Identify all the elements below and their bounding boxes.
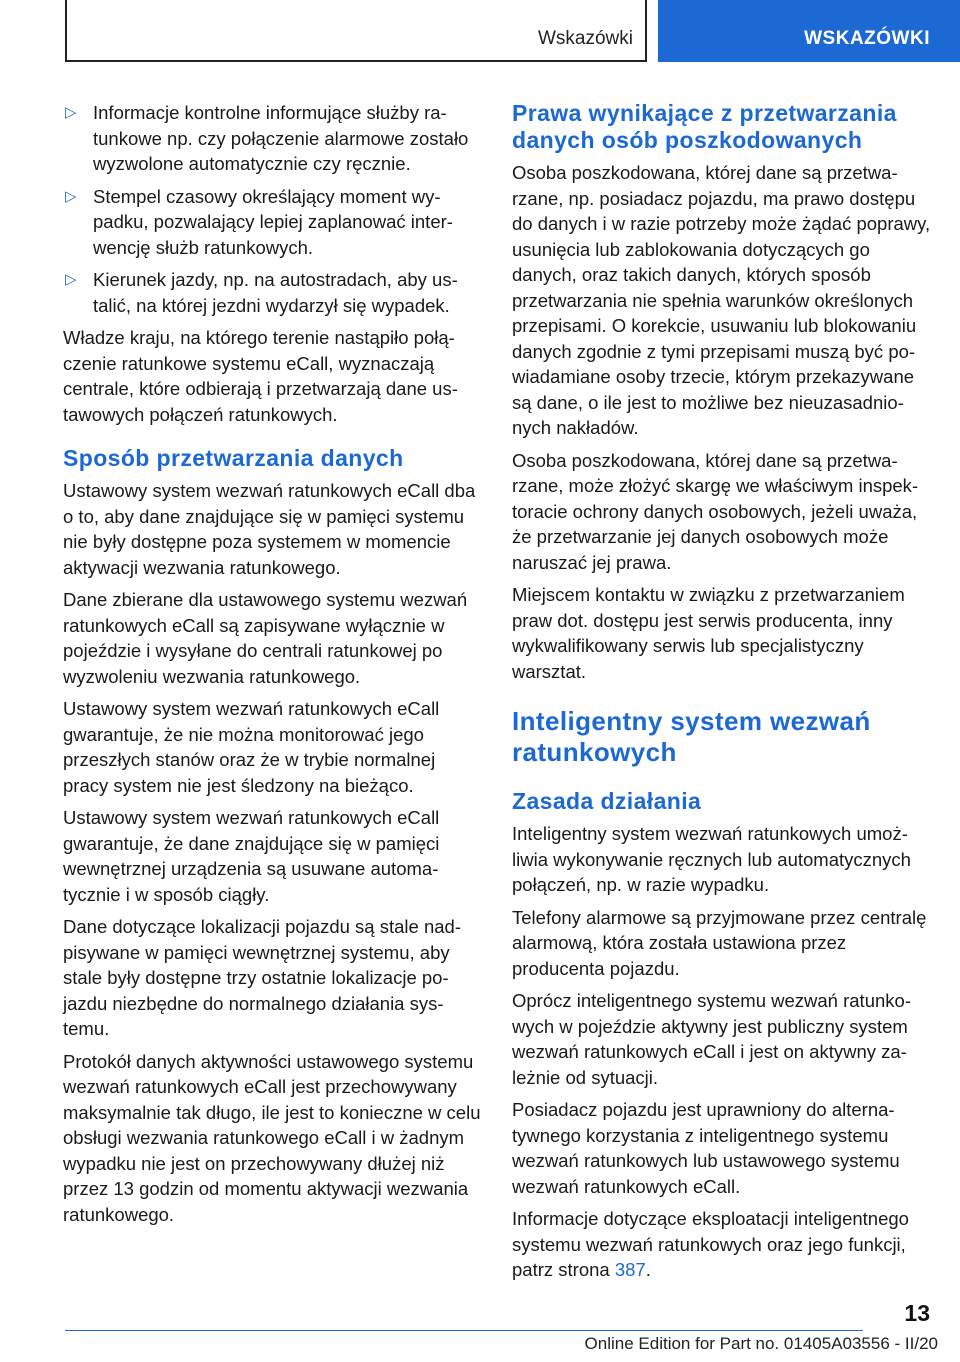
header-chapter-label: WSKAZÓWKI — [804, 28, 930, 49]
paragraph-text: Informacje dotyczące eksploatacji inteligentnego systemu wezwań ratunkowych oraz jego funkcji, patrz strona — [512, 1208, 909, 1280]
paragraph: Ustawowy system wezwań ratunkowych eCall gwarantuje, że nie można monitorować jego przeszłych stanów oraz że w trybie normalnej pracy system nie jest śledzony na bieżąco. — [63, 698, 440, 796]
page-reference-link[interactable]: 387 — [614, 1259, 646, 1280]
triangle-bullet-icon: ▷ — [65, 187, 77, 205]
footer-divider — [65, 1330, 863, 1331]
right-column — [512, 100, 932, 1290]
paragraph: Protokół danych aktywności ustawowego systemu wezwań ratunkowych eCall jest przechowywany maksymalnie tak długo, ile jest to konieczne w celu obsługi wezwania ratunkowego eCall i w żadnym wypadku nie jest on przechowywany dłużej niż przez 13 godzin od momentu aktywacji wezwania ratunkowego. — [63, 1050, 481, 1225]
list-item — [63, 267, 483, 318]
page-number: 13 — [904, 1300, 930, 1326]
header-chapter-tab — [658, 0, 960, 62]
paragraph: Dane dotyczące lokalizacji pojazdu są stale nadpisywane w pamięci wewnętrznej systemu, aby stale były dostępne trzy ostatnie lokalizacje pojazdu niezbędne do normalnego działania systemu. — [63, 916, 461, 1039]
footer-edition: Online Edition for Part no. 01405A03556 - II/20 — [584, 1334, 938, 1353]
paragraph: Władze kraju, na którego terenie nastąpiło połączenie ratunkowe systemu eCall, wyznaczają centrale, które odbierają i przetwarzają dane ustawowych połączeń ratunkowych. — [63, 327, 458, 425]
chapter-heading-intelligent-ecall: Inteligentny system wezwań ratunkowych — [512, 706, 871, 767]
list-item-text: Stempel czasowy określający moment wypadku, pozwalający lepiej zaplanować interwencję służb ratunkowych. — [93, 185, 453, 258]
paragraph: Posiadacz pojazdu jest uprawniony do alternatywnego korzystania z inteligentnego systemu wezwań ratunkowych lub ustawowego systemu wezwań ratunkowych eCall. — [512, 1099, 900, 1197]
list-item-text: Informacje kontrolne informujące służby ratunkowe np. czy połączenie alarmowe zostało wyzwolone automatycznie czy ręcznie. — [93, 102, 469, 174]
triangle-bullet-icon: ▷ — [65, 271, 77, 288]
list-item — [63, 100, 483, 177]
paragraph-end: . — [645, 1259, 651, 1280]
paragraph: Osoba poszkodowana, której dane są przetwarzane, może złożyć skargę we właściwym inspektoracie ochrony danych osobowych, jeżeli uważa, że przetwarzanie jej danych osobowych może naruszać jej prawa. — [512, 449, 919, 573]
paragraph: Oprócz inteligentnego systemu wezwań ratunkowych w pojeździe aktywny jest publiczny system wezwań ratunkowych eCall i jest on aktywny zależnie od sytuacji. — [512, 990, 911, 1088]
list-item-text: Kierunek jazdy, np. na autostradach, aby ustalić, na której jezdni wydarzył się wypadek. — [93, 269, 458, 316]
paragraph: Inteligentny system wezwań ratunkowych umożliwia wykonywanie ręcznych lub automatycznych połączeń, np. w razie wypadku. — [512, 823, 911, 895]
triangle-bullet-icon: ▷ — [65, 104, 77, 121]
paragraph: Ustawowy system wezwań ratunkowych eCall gwarantuje, że dane znajdujące się w pamięci wewnętrznej urządzenia są usuwane automatycznie i w sposób ciągły. — [63, 807, 440, 905]
header-section-label: Wskazówki — [537, 28, 633, 49]
paragraph: Miejscem kontaktu w związku z przetwarzaniem praw dot. dostępu jest serwis producenta, inny wykwalifikowany serwis lub specjalistyczny warsztat. — [512, 584, 905, 682]
paragraph: Dane zbierane dla ustawowego systemu wezwań ratunkowych eCall są zapisywane wyłącznie w pojeździe i wysyłane do centrali ratunkowej po wyzwoleniu wezwania ratunkowego. — [63, 589, 468, 687]
section-heading-principle: Zasada działania — [512, 788, 702, 814]
left-column — [63, 100, 483, 1234]
list-item — [63, 184, 483, 261]
section-heading-rights: Prawa wynikające z przetwarzania danych osób poszkodowanych — [512, 100, 897, 153]
paragraph: Ustawowy system wezwań ratunkowych eCall dba o to, aby dane znajdujące się w pamięci systemu nie były dostępne poza systemem w momencie aktywacji wezwania ratunkowego. — [63, 480, 476, 578]
paragraph: Telefony alarmowe są przyjmowane przez centralę alarmową, która została ustawiona przez producenta pojazdu. — [512, 906, 927, 979]
header-section-tab — [65, 0, 647, 62]
paragraph: Osoba poszkodowana, której dane są przetwarzane, np. posiadacz pojazdu, ma prawo dostępu do danych i w razie potrzeby może żądać poprawy, usunięcia lub zablokowania dotyczących go danych, oraz takich danych, których sposób przetwarzania nie spełnia warunków określonych przepisami. O korekcie, usuwaniu lub blokowaniu danych zgodnie z tymi przepisami muszą być powiadamiane osoby trzecie, którym przekazywane są dane, o ile jest to możliwe bez nieuzasadnionych nakładów. — [512, 162, 931, 438]
paragraph — [512, 1206, 932, 1283]
section-heading-processing: Sposób przetwarzania danych — [63, 445, 404, 471]
